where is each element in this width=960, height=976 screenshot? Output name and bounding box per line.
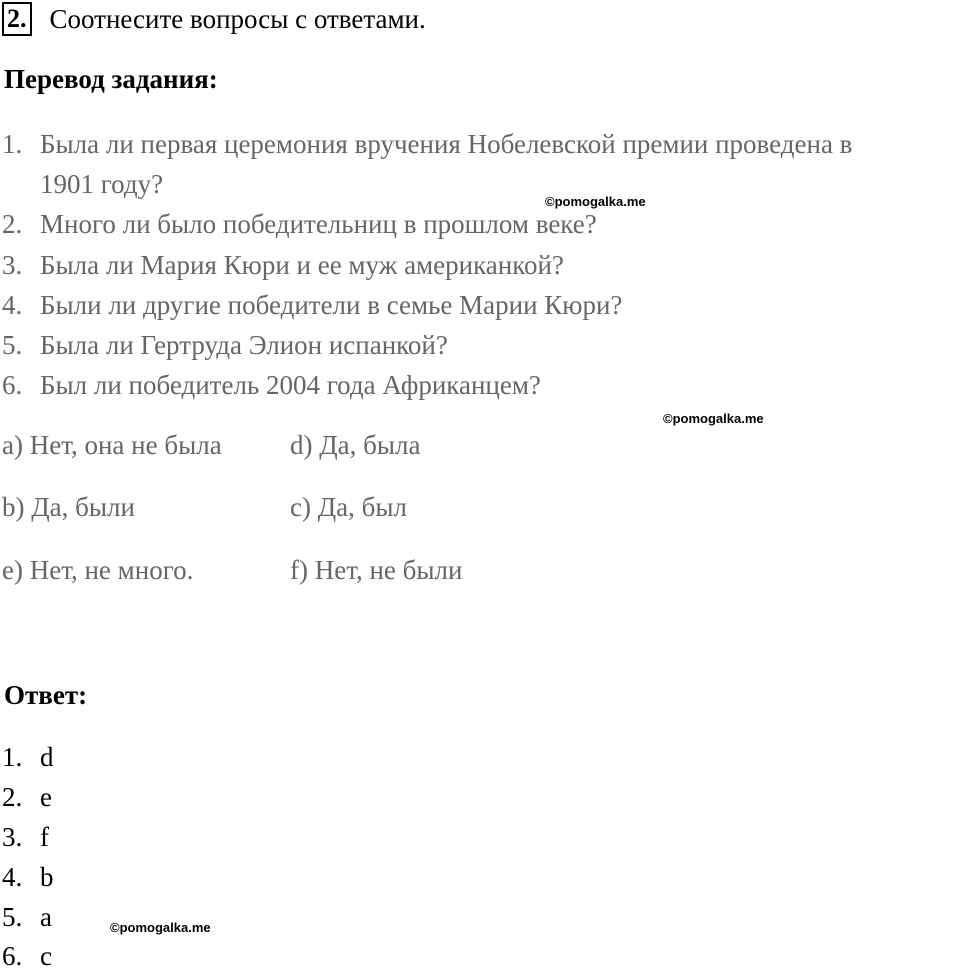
task-header (2, 2, 426, 36)
question-number: 5. (2, 330, 23, 360)
question-text: Много ли было победительниц в прошлом веке? (40, 209, 597, 239)
answer-value: f (40, 822, 49, 852)
answer-heading: Ответ: (4, 680, 88, 710)
answer-number: 2. (2, 782, 23, 812)
answer-4 (2, 858, 54, 897)
option-c: c) Да, был (290, 492, 407, 522)
question-3 (2, 245, 958, 285)
answer-3 (2, 818, 49, 857)
answer-number: 1. (2, 742, 23, 772)
question-text: Была ли Гертруда Элион испанкой? (40, 330, 448, 360)
answer-value: b (40, 862, 54, 892)
answer-value: d (40, 742, 54, 772)
translation-heading: Перевод задания: (4, 64, 218, 94)
answer-value: e (40, 782, 52, 812)
question-number: 4. (2, 290, 23, 320)
answer-5 (2, 898, 52, 937)
question-number: 6. (2, 370, 23, 400)
question-number: 2. (2, 209, 23, 239)
watermark: ©pomogalka.me (663, 411, 764, 426)
question-number: 3. (2, 250, 23, 280)
question-1 (2, 124, 958, 204)
option-a: a) Нет, она не была (2, 430, 222, 460)
option-b: b) Да, были (2, 492, 135, 522)
answer-2 (2, 778, 52, 817)
question-text: Была ли первая церемония вручения Нобелевской премии проведена в (40, 129, 853, 159)
question-text: Был ли победитель 2004 года Африканцем? (40, 370, 541, 400)
answer-value: c (40, 941, 52, 971)
option-e: e) Нет, не много. (2, 555, 194, 585)
task-number: 2. (2, 2, 32, 36)
question-4 (2, 285, 958, 325)
question-5 (2, 325, 958, 365)
answer-value: a (40, 902, 52, 932)
answer-number: 4. (2, 862, 23, 892)
watermark: ©pomogalka.me (545, 194, 646, 209)
answer-number: 3. (2, 822, 23, 852)
answer-number: 5. (2, 902, 23, 932)
answer-6 (2, 937, 52, 976)
option-f: f) Нет, не были (290, 555, 463, 585)
answer-1 (2, 738, 54, 777)
task-instruction: Соотнесите вопросы с ответами. (49, 3, 426, 34)
answer-number: 6. (2, 941, 23, 971)
option-d: d) Да, была (290, 430, 421, 460)
question-2 (2, 204, 958, 244)
question-6 (2, 365, 958, 405)
question-text-continuation: 1901 году? (40, 169, 164, 199)
watermark: ©pomogalka.me (110, 920, 211, 935)
question-text: Была ли Мария Кюри и ее муж американкой? (40, 250, 564, 280)
question-number: 1. (2, 129, 23, 159)
question-text: Были ли другие победители в семье Марии Кюри? (40, 290, 623, 320)
